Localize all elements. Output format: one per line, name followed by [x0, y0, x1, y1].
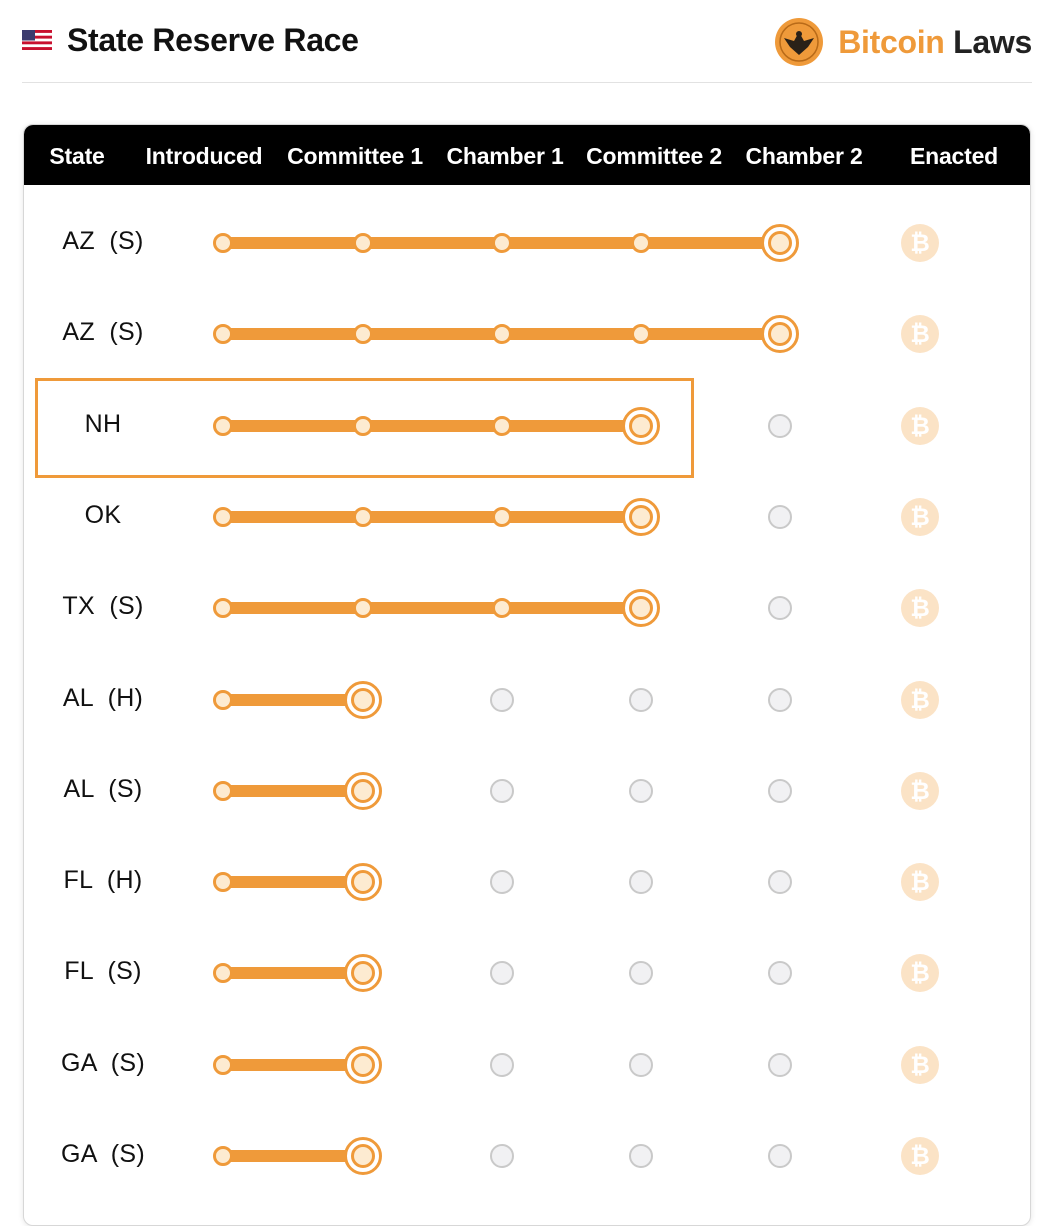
stage-node-pending	[629, 1144, 653, 1168]
stage-node-pending	[768, 1144, 792, 1168]
stage-node-current	[622, 498, 660, 536]
stage-node-pending	[629, 1053, 653, 1077]
state-label: TX (S)	[62, 592, 144, 620]
bitcoin-icon: ₿	[901, 954, 939, 992]
stage-node-complete	[492, 324, 512, 344]
stage-node-complete	[631, 233, 651, 253]
stage-node-pending	[768, 505, 792, 529]
stage-node-pending	[768, 1053, 792, 1077]
stage-node-pending	[629, 688, 653, 712]
table-row[interactable]	[0, 842, 1053, 922]
bitcoin-icon: ₿	[901, 772, 939, 810]
progress-track	[223, 602, 641, 614]
table-row[interactable]	[0, 477, 1053, 557]
stage-node-pending	[768, 688, 792, 712]
state-label: FL (H)	[63, 866, 143, 894]
stage-node-complete	[213, 1055, 233, 1075]
stage-node-current	[344, 1046, 382, 1084]
table-row[interactable]	[0, 1025, 1053, 1105]
progress-track	[223, 876, 363, 888]
column-header-introduced: Introduced	[145, 143, 263, 169]
stage-node-pending	[490, 1053, 514, 1077]
stage-node-complete	[213, 416, 233, 436]
stage-node-current	[761, 224, 799, 262]
column-header-enacted: Enacted	[909, 143, 999, 169]
state-label: AL (S)	[63, 775, 143, 803]
stage-node-complete	[492, 507, 512, 527]
state-label: OK	[84, 501, 122, 529]
stage-node-pending	[490, 1144, 514, 1168]
state-label: AZ (S)	[62, 227, 144, 255]
progress-track	[223, 694, 363, 706]
stage-node-current	[344, 772, 382, 810]
progress-track	[223, 420, 641, 432]
stage-node-complete	[213, 781, 233, 801]
stage-node-pending	[768, 870, 792, 894]
state-label: FL (S)	[64, 957, 142, 985]
stage-node-complete	[492, 598, 512, 618]
stage-node-pending	[768, 414, 792, 438]
stage-node-pending	[490, 961, 514, 985]
bitcoin-icon: ₿	[901, 1137, 939, 1175]
column-header-chamber-1: Chamber 1	[446, 143, 564, 169]
stage-node-complete	[492, 416, 512, 436]
bitcoin-icon: ₿	[901, 681, 939, 719]
stage-node-complete	[213, 324, 233, 344]
progress-track	[223, 511, 641, 523]
stage-node-complete	[213, 598, 233, 618]
stage-node-complete	[353, 416, 373, 436]
progress-track	[223, 1059, 363, 1071]
table-row[interactable]	[0, 386, 1053, 466]
stage-node-current	[622, 407, 660, 445]
state-label: AZ (S)	[62, 318, 144, 346]
bitcoin-icon: ₿	[901, 498, 939, 536]
stage-node-complete	[213, 507, 233, 527]
bitcoin-icon: ₿	[901, 407, 939, 445]
table-row[interactable]	[0, 568, 1053, 648]
stage-node-complete	[492, 233, 512, 253]
stage-node-complete	[213, 233, 233, 253]
progress-track	[223, 1150, 363, 1162]
stage-node-pending	[768, 961, 792, 985]
table-row[interactable]	[0, 660, 1053, 740]
table-row[interactable]	[0, 751, 1053, 831]
column-header-chamber-2: Chamber 2	[745, 143, 863, 169]
stage-node-complete	[353, 324, 373, 344]
stage-node-complete	[353, 598, 373, 618]
stage-node-pending	[629, 870, 653, 894]
column-header-committee-1: Committee 1	[287, 143, 423, 169]
stage-node-pending	[629, 961, 653, 985]
column-header-state: State	[49, 143, 105, 169]
bitcoin-icon: ₿	[901, 589, 939, 627]
stage-node-pending	[768, 596, 792, 620]
stage-node-complete	[213, 872, 233, 892]
state-label: GA (S)	[60, 1049, 146, 1077]
stage-node-pending	[490, 779, 514, 803]
bitcoin-icon: ₿	[901, 1046, 939, 1084]
bitcoin-icon: ₿	[901, 863, 939, 901]
table-row[interactable]	[0, 203, 1053, 283]
stage-node-pending	[629, 779, 653, 803]
table-row[interactable]	[0, 294, 1053, 374]
progress-track	[223, 967, 363, 979]
brand-name-laws: Laws	[953, 23, 1032, 60]
state-label: AL (H)	[62, 684, 144, 712]
stage-node-current	[344, 954, 382, 992]
stage-node-complete	[631, 324, 651, 344]
stage-node-complete	[353, 233, 373, 253]
column-header-committee-2: Committee 2	[586, 143, 722, 169]
progress-track	[223, 785, 363, 797]
state-label: NH	[84, 410, 122, 438]
stage-node-pending	[490, 870, 514, 894]
bitcoin-icon: ₿	[901, 315, 939, 353]
stage-node-current	[761, 315, 799, 353]
stage-node-current	[622, 589, 660, 627]
table-row[interactable]	[0, 1116, 1053, 1196]
stage-node-complete	[213, 690, 233, 710]
stage-node-current	[344, 681, 382, 719]
stage-node-pending	[490, 688, 514, 712]
stage-node-complete	[213, 963, 233, 983]
stage-node-current	[344, 1137, 382, 1175]
table-row[interactable]	[0, 933, 1053, 1013]
stage-node-current	[344, 863, 382, 901]
brand-name-bitcoin: Bitcoin	[838, 23, 945, 60]
state-label: GA (S)	[60, 1140, 146, 1168]
bitcoin-icon: ₿	[901, 224, 939, 262]
stage-node-complete	[213, 1146, 233, 1166]
stage-node-complete	[353, 507, 373, 527]
page-title: State Reserve Race	[67, 22, 359, 58]
stage-node-pending	[768, 779, 792, 803]
